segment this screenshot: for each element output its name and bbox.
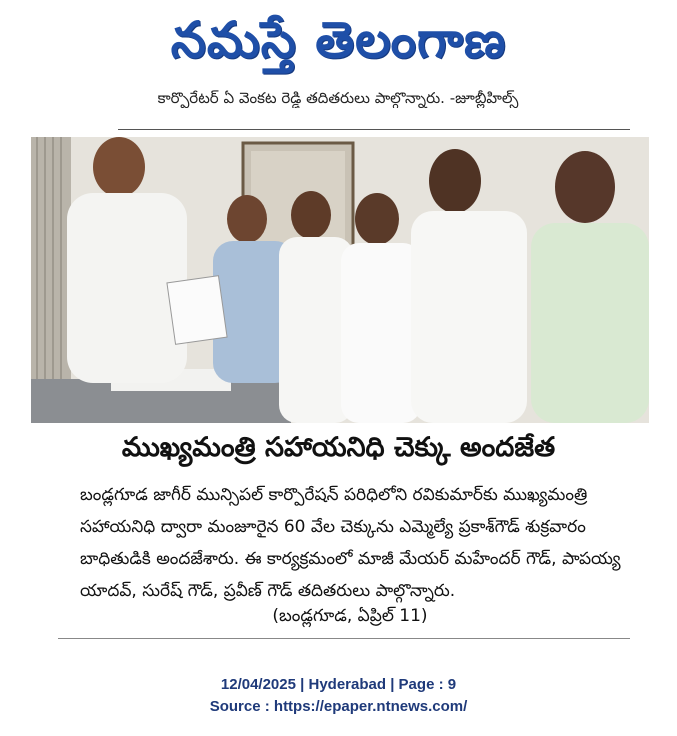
article-body-line: బాధితుడికి అందజేశారు. ఈ కార్యక్రమంలో మాజీ మేయర్ మహేందర్ గౌడ్, పాపయ్య — [80, 549, 621, 569]
edition-info: 12/04/2025 | Hyderabad | Page : 9 — [220, 676, 457, 693]
article-body-line: యాదవ్, సురేష్ గౌడ్, ప్రవీణ్ గౌడ్ తదితరులు పాల్గొన్నారు. — [80, 581, 456, 601]
news-photo — [31, 137, 649, 423]
previous-article-cut-line: కార్పొరేటర్ ఏ వెంకట రెడ్డి తదితరులు పాల్గొన్నారు. -జూబ్లీహిల్స్ — [157, 89, 519, 107]
masthead-title: నమస్తే తెలంగాణ — [170, 11, 507, 69]
article-body — [80, 479, 640, 607]
article-dateline: (బండ్లగూడ, ఏప్రిల్ 11) — [272, 606, 428, 626]
article-body-line: బండ్లగూడ జాగీర్ మున్సిపల్ కార్పొరేషన్ పరిధిలోని రవికుమార్‌కు ముఖ్యమంత్రి — [80, 485, 588, 505]
article-headline: ముఖ్యమంత్రి సహాయనిధి చెక్కు అందజేత — [121, 432, 556, 463]
top-divider — [118, 129, 630, 130]
bottom-divider — [58, 638, 630, 639]
article-body-line: సహాయనిధి ద్వారా మంజూరైన 60 వేల చెక్కును ఎమ్మెల్యే ప్రకాశ్‌గౌడ్ శుక్రవారం — [80, 517, 586, 537]
newspaper-masthead — [0, 4, 677, 76]
source-link[interactable]: Source : https://epaper.ntnews.com/ — [209, 698, 468, 715]
